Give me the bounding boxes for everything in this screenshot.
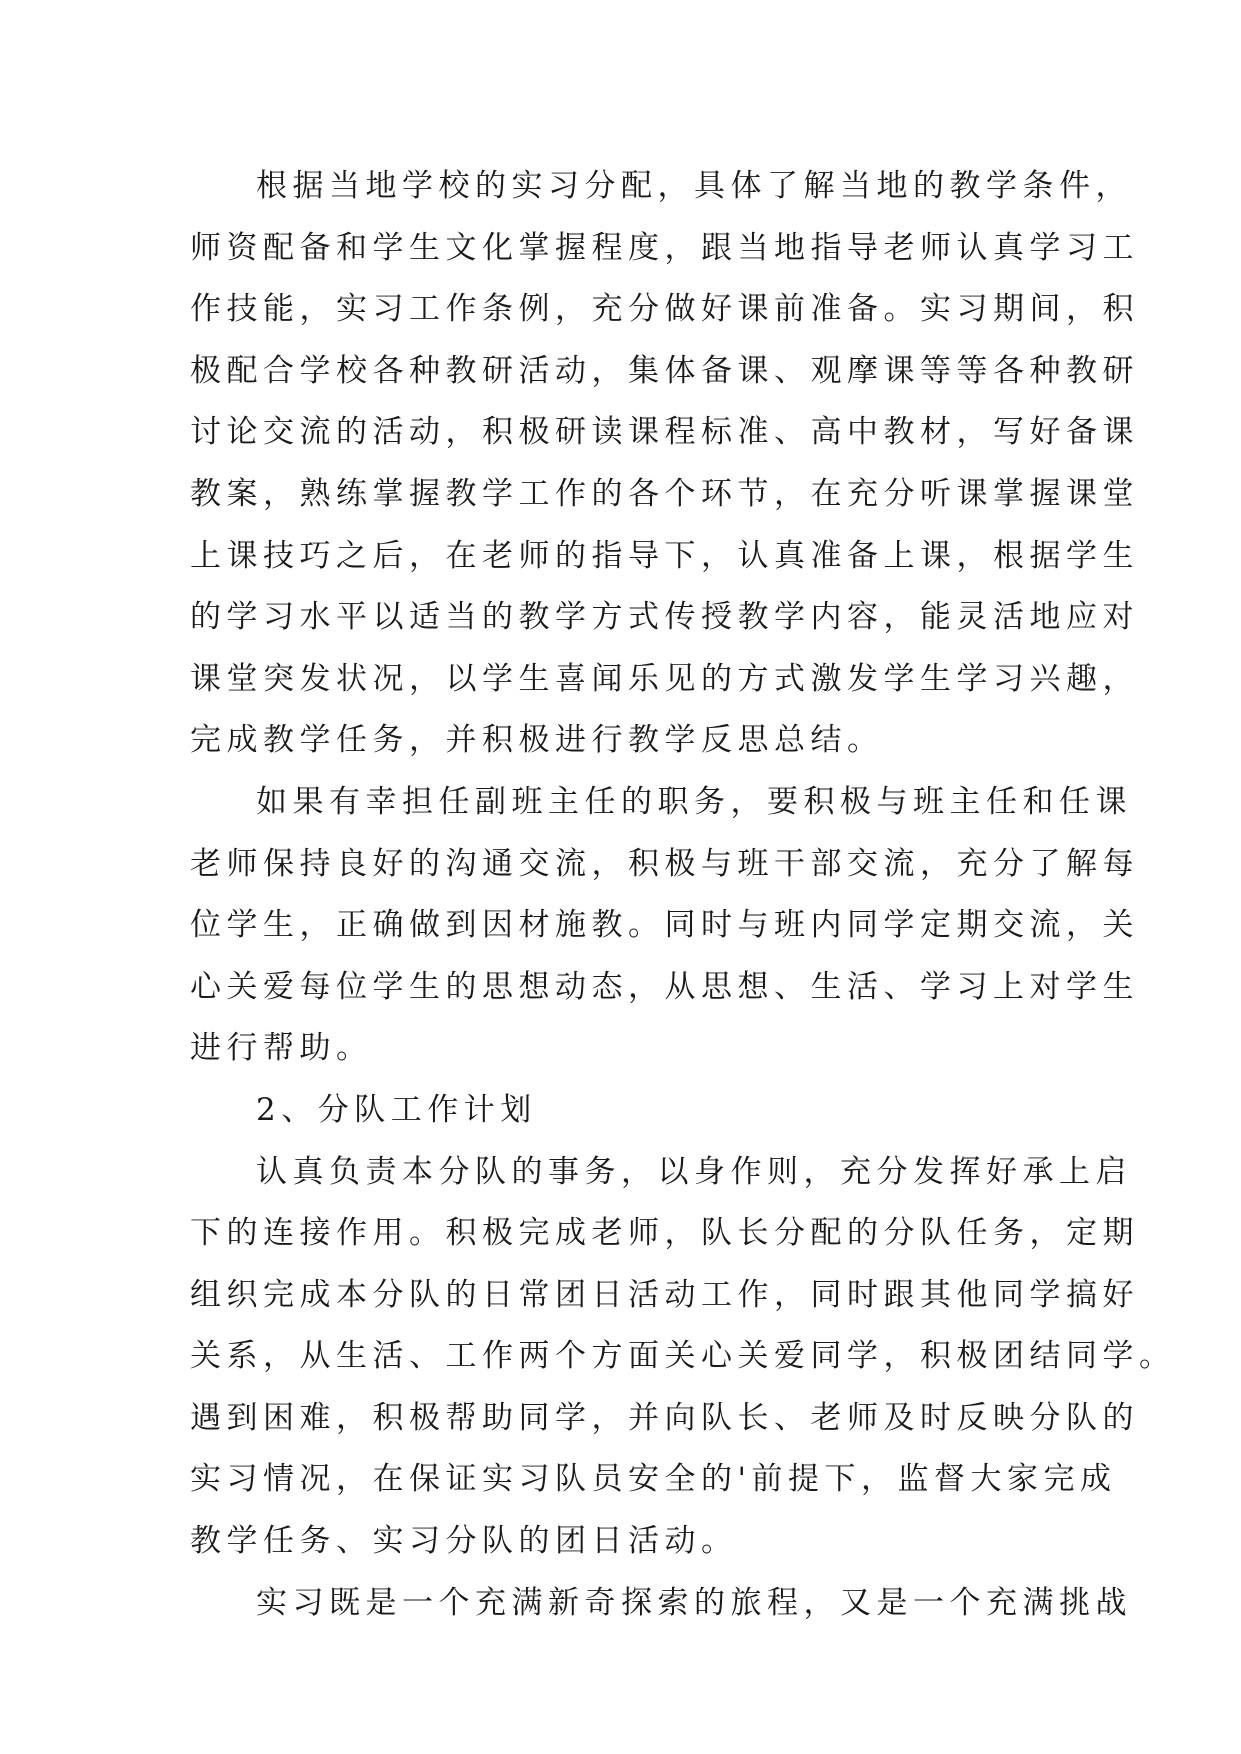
text-line: 关系，从生活、工作两个方面关心关爱同学，积极团结同学。 bbox=[190, 1338, 1176, 1375]
text-line: 作技能，实习工作条例，充分做好课前准备。实习期间，积 bbox=[190, 291, 1139, 328]
paragraph-conclusion bbox=[190, 1573, 1132, 1635]
section-heading bbox=[190, 1080, 1070, 1142]
paragraph-class-teacher bbox=[190, 772, 1139, 1080]
text-line: 认真负责本分队的事务，以身作则，充分发挥好承上启 bbox=[256, 1153, 1132, 1190]
text-line: 教案，熟练掌握教学工作的各个环节，在充分听课掌握课堂 bbox=[190, 475, 1139, 512]
text-line: 实习既是一个充满新奇探索的旅程，又是一个充满挑战 bbox=[256, 1584, 1132, 1621]
text-line: 心关爱每位学生的思想动态，从思想、生活、学习上对学生 bbox=[190, 968, 1139, 1005]
text-line: 讨论交流的活动，积极研读课程标准、高中教材，写好备课 bbox=[190, 414, 1139, 451]
document-body bbox=[190, 156, 1176, 1634]
text-line: 极配合学校各种教研活动，集体备课、观摩课等等各种教研 bbox=[190, 352, 1139, 389]
text-line: 位学生，正确做到因材施教。同时与班内同学定期交流，关 bbox=[190, 907, 1139, 944]
text-line: 课堂突发状况，以学生喜闻乐见的方式激发学生学习兴趣， bbox=[190, 660, 1139, 697]
text-line: 老师保持良好的沟通交流，积极与班干部交流，充分了解每 bbox=[190, 845, 1139, 882]
text-line: 遇到困难，积极帮助同学，并向队长、老师及时反映分队的 bbox=[190, 1399, 1139, 1436]
text-line: 实习情况，在保证实习队员安全的'前提下，监督大家完成 bbox=[190, 1461, 1117, 1498]
text-line: 上课技巧之后，在老师的指导下，认真准备上课，根据学生 bbox=[190, 537, 1139, 574]
section-heading-text: 2、分队工作计划 bbox=[256, 1091, 537, 1128]
text-line: 组织完成本分队的日常团日活动工作，同时跟其他同学搞好 bbox=[190, 1276, 1139, 1313]
text-line: 教学任务、实习分队的团日活动。 bbox=[190, 1523, 738, 1560]
paragraph-team-plan bbox=[190, 1142, 1176, 1573]
text-line: 师资配备和学生文化掌握程度，跟当地指导老师认真学习工 bbox=[190, 229, 1139, 266]
text-line: 进行帮助。 bbox=[190, 1030, 373, 1067]
text-line: 完成教学任务，并积极进行教学反思总结。 bbox=[190, 722, 884, 759]
text-line: 的学习水平以适当的教学方式传授教学内容，能灵活地应对 bbox=[190, 599, 1139, 636]
text-line: 根据当地学校的实习分配，具体了解当地的教学条件， bbox=[256, 168, 1132, 204]
paragraph-teaching-plan bbox=[190, 156, 1139, 772]
text-line: 下的连接作用。积极完成老师，队长分配的分队任务，定期 bbox=[190, 1215, 1139, 1252]
text-line: 如果有幸担任副班主任的职务，要积极与班主任和任课 bbox=[256, 783, 1132, 820]
